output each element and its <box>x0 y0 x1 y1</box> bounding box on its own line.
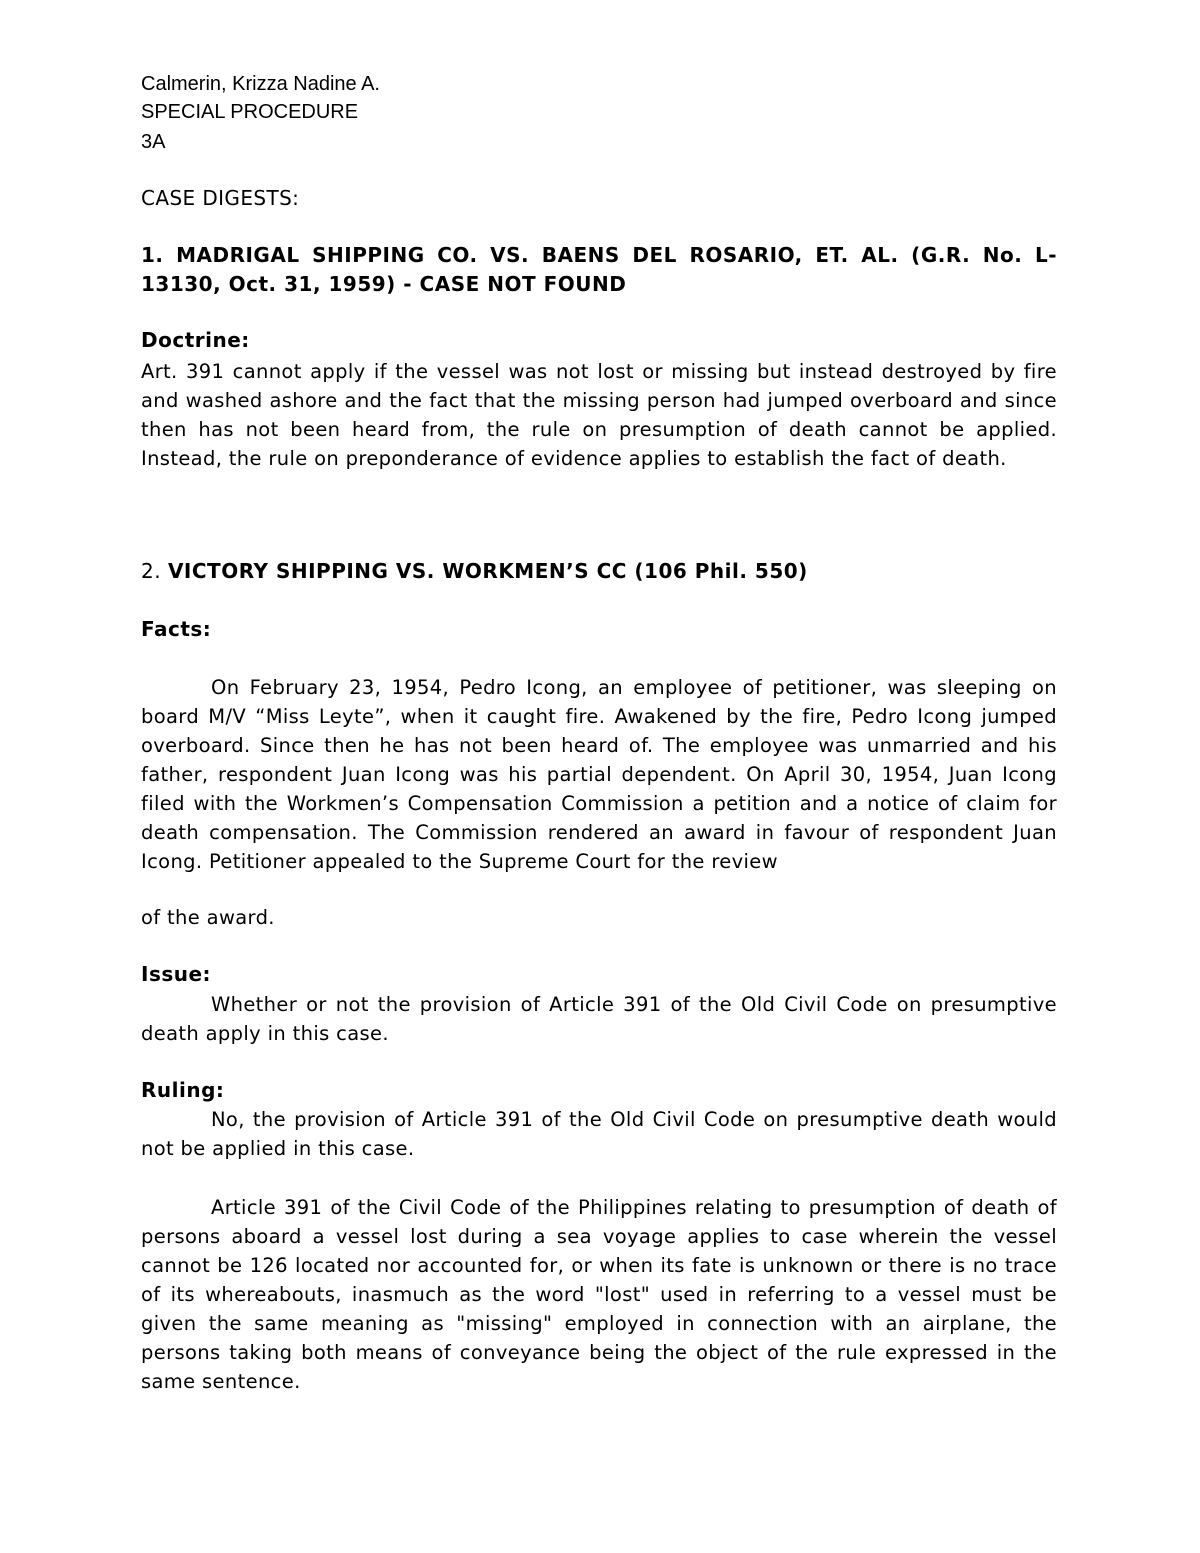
case-1-title: 1. MADRIGAL SHIPPING CO. VS. BAENS DEL ROSARIO, ET. AL. (G.R. No. L-13130, Oct. 31, 1959) - CASE NOT FOUND <box>141 243 1057 296</box>
case-1-doctrine-text: Art. 391 cannot apply if the vessel was not lost or missing but instead destroyed by fire and washed ashore and the fact that the missing person had jumped overboard and since then has not been heard from, the rule on presumption of death cannot be applied. Instead, the rule on preponderance of evidence applies to establish the fact of death. <box>141 360 1057 470</box>
case-2-ruling-text: No, the provision of Article 391 of the Old Civil Code on presumptive death would not be applied in this case. <box>141 1108 1057 1160</box>
case-2-number: 2. <box>141 559 168 583</box>
case-2-issue-text: Whether or not the provision of Article 391 of the Old Civil Code on presumptive death apply in this case. <box>141 993 1057 1045</box>
case-2-ruling-text-2: Article 391 of the Civil Code of the Philippines relating to presumption of death of persons aboard a vessel lost during a sea voyage applies to case wherein the vessel cannot be 126 located nor accounted for, or when its fate is unknown or there is no trace of its whereabouts, inasmuch as the word "lost" used in referring to a vessel must be given the same meaning as "missing" employed in connection with an airplane, the persons taking both means of conveyance being the object of the rule expressed in the same sentence. <box>141 1196 1057 1393</box>
case-2-title: VICTORY SHIPPING VS. WORKMEN’S CC (106 Phil. 550) <box>167 559 808 583</box>
case-2-facts-text: On February 23, 1954, Pedro Icong, an employee of petitioner, was sleeping on board M/V “Miss Leyte”, when it caught fire. Awakened by the fire, Pedro Icong jumped overboard. Since then he has not been heard of. The employee was unmarried and his father, respondent Juan Icong was his partial dependent. On April 30, 1954, Juan Icong filed with the Workmen’s Compensation Commission a petition and a notice of claim for death compensation. The Commission rendered an award in favour of respondent Juan Icong. Petitioner appealed to the Supreme Court for the review <box>141 676 1057 873</box>
course-subject: SPECIAL PROCEDURE <box>141 101 359 123</box>
page-title: CASE DIGESTS: <box>141 186 300 210</box>
case-2-ruling-label: Ruling: <box>141 1078 225 1102</box>
case-2-facts-label: Facts: <box>141 617 212 641</box>
case-1-doctrine-label: Doctrine: <box>141 328 250 352</box>
case-2-facts-text-continued: of the award. <box>141 906 275 929</box>
course-section: 3A <box>141 131 166 153</box>
author-name: Calmerin, Krizza Nadine A. <box>141 73 380 95</box>
case-2-title-line <box>141 557 808 586</box>
case-2-issue-label: Issue: <box>141 962 212 986</box>
